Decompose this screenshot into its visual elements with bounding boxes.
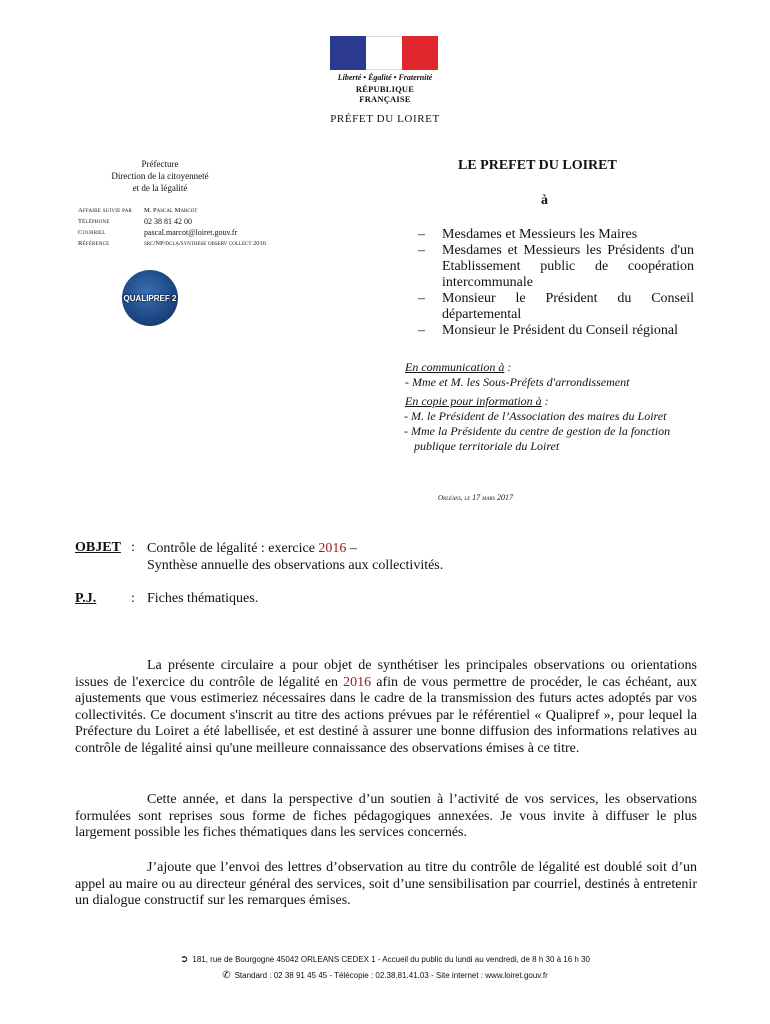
republic-name: RÉPUBLIQUE FRANÇAISE xyxy=(355,84,415,104)
list-item: – Mesdames et Messieurs les Maires xyxy=(418,227,638,242)
arrow-icon: ➲ xyxy=(180,954,189,965)
addressee-to: à xyxy=(541,193,548,208)
communication-block: En communication à : - Mme et M. les Sous-Préfets d'arrondissement xyxy=(405,360,697,390)
tricolor-flag-icon xyxy=(330,36,438,70)
body-paragraph: Cette année, et dans la perspective d’un soutien à l’activité de vos services, les observations formulées sont reprises sous forme de fiches pédagogiques annexées. Je vous invite à diffuser le plus largement possible les fiches thématiques dans les services concernés. xyxy=(75,792,697,841)
body-paragraph: La présente circulaire a pour objet de synthétiser les principales observations ou orientations issues de l'exercice du contrôle de légalité en 2016 afin de vous permettre de procéder, le cas échéant, aux ajustements que vous estimeriez nécessaires dans le cadre de la transmission des futurs actes adoptés par vos collectivités. Ce document s'inscrit au titre des actions prévues par le référentiel « Qualipref », pour lequel la Préfecture du Loiret a été labellisée, et est destiné à assurer une bonne diffusion des informations relatives au contrôle de légalité ainsi qu'une meilleure connaissance des observations émises à ce titre. xyxy=(75,658,697,756)
contact-row: Référence src/NP/dcla/synthese observ collect 2016 xyxy=(78,240,267,247)
list-item: – Monsieur le Président du Conseil régional xyxy=(418,323,679,338)
recipient-list xyxy=(418,227,694,339)
footer-address: ➲ 181, rue de Bourgogne 45042 ORLEANS CEDEX 1 - Accueil du public du lundi au vendredi, de 8 h 30 à 16 h 30 xyxy=(180,954,590,965)
contact-row: Courriel pascal.marcot@loiret.gouv.fr xyxy=(78,228,238,237)
attachments-label: P.J. xyxy=(75,591,97,606)
contact-details xyxy=(78,205,266,249)
contact-row: Affaire suivie par M. Pascal Marcot xyxy=(78,207,198,214)
subject-label: OBJET xyxy=(75,540,121,555)
list-item: - Mme la Présidente du centre de gestion de la fonction publique territoriale du Loiret xyxy=(404,424,671,453)
marianne-logo xyxy=(330,36,440,125)
attachments-text: Fiches thématiques. xyxy=(147,591,259,606)
prefecture-name: PRÉFET DU LOIRET xyxy=(330,113,440,125)
footer-contact: ✆ Standard : 02 38 91 45 45 - Télécopie : 02.38.81.41.03 - Site internet : www.loiret.gouv.fr xyxy=(222,970,548,981)
list-item: - M. le Président de l’Association des maires du Loiret xyxy=(404,409,667,423)
list-item: – Monsieur le Président du Conseil départemental xyxy=(418,291,694,322)
republic-motto: Liberté • Égalité • Fraternité xyxy=(337,73,433,82)
letter-date: Orléans, le 17 mars 2017 xyxy=(438,493,513,502)
contact-row: Téléphone 02 38 81 42 00 xyxy=(78,217,192,226)
email-link[interactable]: pascal.marcot@loiret.gouv.fr xyxy=(144,228,238,237)
sender-department: Préfecture Direction de la citoyenneté et de la légalité xyxy=(111,159,209,193)
phone-icon: ✆ xyxy=(222,970,231,981)
subject-text: Contrôle de légalité : exercice 2016 – Synthèse annuelle des observations aux collectivités. xyxy=(147,541,444,573)
list-item: – Mesdames et Messieurs les Présidents d'un Etablissement public de coopération intercommunale xyxy=(418,243,694,290)
list-item: - Mme et M. les Sous-Préfets d'arrondissement xyxy=(405,375,630,389)
sender-title: LE PREFET DU LOIRET xyxy=(458,158,617,173)
qualipref-badge-icon: QUALIPREF 2 xyxy=(122,270,178,326)
copy-block: En copie pour information à : - M. le Président de l’Association des maires du Loiret - Mme la Présidente du centre de gestion de la fonction publique territoriale du Loiret xyxy=(402,394,696,454)
body-paragraph: J’ajoute que l’envoi des lettres d’observation au titre du contrôle de légalité est doublé soit d’un appel au maire ou au directeur général des services, soit d’une sensibilisation par courriel, destinés à entretenir un dialogue constructif sur les remarques émises. xyxy=(75,860,697,909)
